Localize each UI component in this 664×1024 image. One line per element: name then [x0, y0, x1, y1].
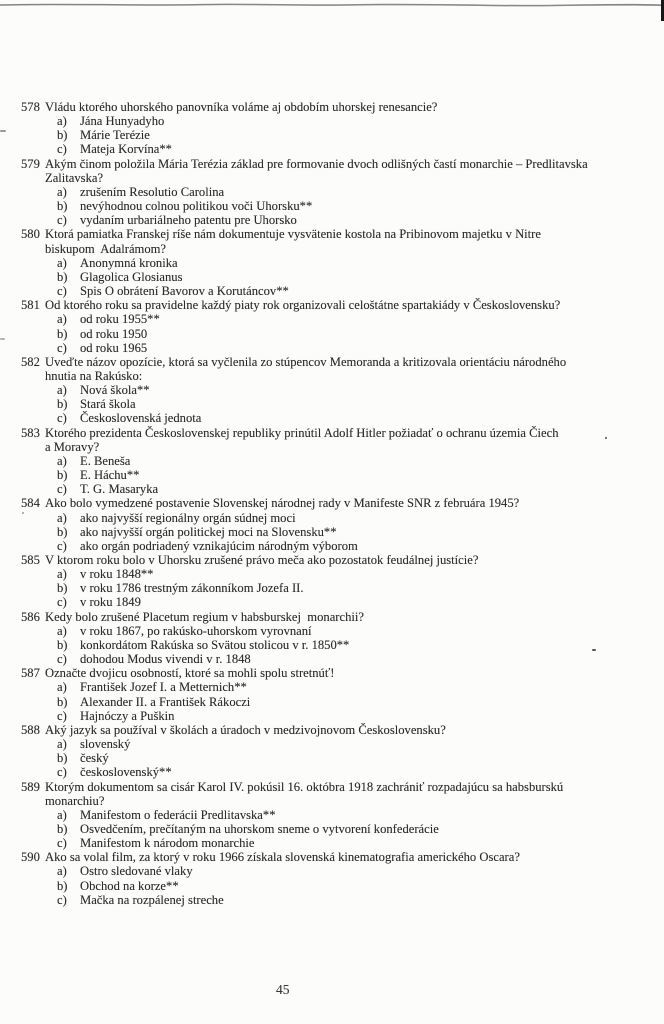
question-number: 589: [21, 779, 40, 794]
option-letter: b): [57, 397, 68, 412]
option-letter: a): [57, 312, 67, 327]
question-text: V ktorom roku bolo v Uhorsku zrušené právo meča ako pozostatok feudálnej justície?: [45, 553, 479, 567]
question-first-line: [21, 666, 656, 680]
option-letter: b): [57, 326, 68, 341]
scan-speck: [0, 338, 5, 340]
question-581: [21, 298, 656, 355]
question-number: 588: [21, 722, 40, 737]
option-letter: c): [57, 482, 67, 497]
question-588: [21, 723, 656, 780]
question-first-line: [21, 426, 656, 440]
answer-option: [21, 595, 656, 609]
question-number: 582: [21, 354, 40, 369]
question-text: Označte dvojicu osobností, ktoré sa mohli spolu stretnúť!: [45, 666, 335, 681]
question-583: [21, 426, 656, 497]
option-text: v roku 1867, po rakúsko-uhorskom vyrovnaní: [80, 623, 312, 638]
question-582: [21, 355, 656, 426]
question-text-continued: hnutia na Rakúsko:: [45, 368, 143, 383]
option-letter: b): [57, 269, 68, 284]
question-text: Ktorá pamiatka Franskej ríše nám dokumentuje vysvätenie kostola na Pribinovom majetku v Nitre: [45, 227, 541, 242]
question-text: Od ktorého roku sa pravidelne každý piaty rok organizovali celoštátne spartakiády v Československu?: [45, 298, 561, 313]
option-letter: a): [57, 114, 67, 129]
option-letter: b): [57, 637, 68, 652]
option-text: od roku 1955**: [80, 312, 160, 327]
option-letter: a): [57, 453, 67, 468]
option-text: československý**: [80, 765, 172, 780]
answer-option: [21, 652, 656, 666]
question-text-continued: biskupom Adalrámom?: [45, 241, 167, 256]
question-586: [21, 610, 656, 667]
option-text: Manifestom o federácii Predlitavska**: [80, 807, 276, 822]
question-text: Ako sa volal film, za ktorý v roku 1966 získala slovenská kinematografia amerického Oscara?: [45, 850, 520, 865]
answer-option: [21, 397, 656, 411]
question-text: Ako bolo vymedzené postavenie Slovenskej národnej rady v Manifeste SNR z februára 1945?: [45, 496, 520, 511]
option-letter: a): [57, 623, 67, 638]
question-number: 581: [21, 298, 40, 313]
question-first-line: [21, 553, 656, 567]
question-number: 587: [21, 666, 40, 681]
option-text: Nová škola**: [80, 383, 150, 398]
option-text: Obchod na korze**: [80, 878, 179, 893]
question-number: 579: [21, 156, 40, 171]
answer-option: [21, 680, 656, 694]
answer-option: [21, 751, 656, 765]
question-number: 578: [21, 100, 40, 114]
question-first-line: [21, 723, 656, 737]
answer-option: [21, 695, 656, 709]
answer-option: [21, 199, 656, 213]
option-letter: c): [57, 340, 67, 355]
option-letter: c): [57, 213, 67, 228]
page-number: 45: [276, 982, 290, 997]
option-letter: a): [57, 737, 67, 752]
option-text: v roku 1849: [80, 595, 141, 610]
option-text: Glagolica Glosianus: [80, 269, 183, 284]
option-letter: c): [57, 765, 67, 780]
option-text: Spis O obrátení Bavorov a Korutáncov**: [80, 284, 289, 299]
question-578: [21, 100, 656, 157]
answer-option: [21, 567, 656, 581]
question-587: [21, 666, 656, 723]
option-text: Anonymná kronika: [80, 255, 178, 270]
answer-option: [21, 539, 656, 553]
option-text: zrušením Resolutio Carolina: [80, 184, 225, 199]
question-first-line: [21, 850, 656, 864]
question-text: Vládu ktorého uhorského panovníka voláme aj obdobím uhorskej renesancie?: [45, 100, 438, 114]
option-text: František Jozef I. a Metternich**: [80, 680, 247, 695]
option-letter: c): [57, 836, 67, 851]
question-text: Ktorým dokumentom sa cisár Karol IV. pokúsil 16. októbra 1918 zachrániť rozpadajúcu sa habsburskú: [45, 779, 564, 794]
answer-option: [21, 213, 656, 227]
question-number: 585: [21, 553, 40, 567]
question-text: Aký jazyk sa používal v školách a úradoch v medzivojnovom Československu?: [45, 722, 446, 737]
answer-option: [21, 482, 656, 496]
option-letter: b): [57, 199, 68, 214]
answer-option: [21, 822, 656, 836]
option-letter: c): [57, 142, 67, 157]
option-letter: a): [57, 807, 67, 822]
answer-option: [21, 383, 656, 397]
option-text: nevýhodnou colnou politikou voči Uhorsku**: [80, 199, 313, 214]
option-letter: c): [57, 652, 67, 667]
option-letter: b): [57, 581, 68, 596]
option-letter: b): [57, 128, 68, 143]
option-letter: c): [57, 284, 67, 299]
question-first-line: [21, 610, 656, 624]
answer-option: [21, 128, 656, 142]
option-letter: c): [57, 595, 67, 610]
question-text-continued: monarchiu?: [45, 793, 105, 808]
question-number: 586: [21, 609, 40, 624]
question-first-line: [21, 496, 656, 510]
option-letter: b): [57, 878, 68, 893]
scan-artifact-top-edge-line: [0, 0, 664, 14]
option-letter: b): [57, 751, 68, 766]
option-letter: b): [57, 821, 68, 836]
option-letter: a): [57, 680, 67, 695]
option-letter: a): [57, 567, 67, 582]
question-first-line: [21, 780, 656, 794]
answer-option: [21, 836, 656, 850]
question-580: [21, 227, 656, 298]
option-letter: b): [57, 694, 68, 709]
answer-option: [21, 341, 656, 355]
option-letter: b): [57, 524, 68, 539]
answer-option: [21, 638, 656, 652]
option-text: Manifestom k národom monarchie: [80, 836, 255, 851]
answer-option: [21, 893, 656, 907]
option-letter: a): [57, 864, 67, 879]
question-585: [21, 553, 656, 610]
question-first-line: [21, 227, 656, 241]
question-number: 584: [21, 496, 40, 511]
question-first-line: [21, 100, 656, 114]
option-text: Jána Hunyadyho: [80, 114, 165, 129]
answer-option: [21, 525, 656, 539]
answer-option: [21, 624, 656, 638]
option-text: Stará škola: [80, 397, 136, 412]
answer-option: [21, 765, 656, 779]
option-letter: c): [57, 892, 67, 907]
question-number: 583: [21, 425, 40, 440]
option-text: E. Beneša: [80, 453, 131, 468]
option-letter: a): [57, 383, 67, 398]
option-text: Ostro sledované vlaky: [80, 864, 193, 879]
option-letter: a): [57, 510, 67, 525]
question-list: [21, 100, 656, 907]
option-letter: c): [57, 538, 67, 553]
option-text: v roku 1786 trestným zákonníkom Jozefa II.: [80, 581, 304, 596]
answer-option: [21, 142, 656, 156]
answer-option: [21, 737, 656, 751]
option-text: E. Háchu**: [80, 468, 140, 483]
option-text: Hajnóczy a Puškin: [80, 708, 175, 723]
option-text: ako najvyšší regionálny orgán súdnej moci: [80, 510, 296, 525]
option-text: v roku 1848**: [80, 567, 154, 582]
answer-option: [21, 270, 656, 284]
option-text: Mateja Korvína**: [80, 142, 172, 157]
answer-option: [21, 879, 656, 893]
answer-option: [21, 468, 656, 482]
option-text: Československá jednota: [80, 411, 202, 426]
answer-option: [21, 864, 656, 878]
question-589: [21, 780, 656, 851]
question-first-line: [21, 298, 656, 312]
option-text: od roku 1950: [80, 326, 148, 341]
answer-option: [21, 808, 656, 822]
option-letter: a): [57, 255, 67, 270]
question-number: 580: [21, 227, 40, 242]
question-text: Kedy bolo zrušené Placetum regium v habsburskej monarchii?: [45, 609, 364, 624]
question-text: Ktorého prezidenta Československej republiky prinútil Adolf Hitler požiadať o ochranu územia Čiech: [45, 425, 559, 440]
question-first-line: [21, 157, 656, 171]
question-579: [21, 157, 656, 228]
question-text: Akým činom položila Mária Terézia základ pre formovanie dvoch odlišných častí monarchie – Predlitavska: [45, 156, 588, 171]
answer-option: [21, 284, 656, 298]
option-text: ako najvyšší orgán politickej moci na Slovensku**: [80, 524, 337, 539]
answer-option: [21, 709, 656, 723]
answer-option: [21, 581, 656, 595]
option-text: slovenský: [80, 737, 131, 752]
scan-speck: [0, 130, 6, 132]
option-letter: c): [57, 411, 67, 426]
option-text: Mačka na rozpálenej streche: [80, 892, 224, 907]
option-text: T. G. Masaryka: [80, 482, 159, 497]
option-text: český: [80, 751, 109, 766]
option-text: dohodou Modus vivendi v r. 1848: [80, 652, 251, 667]
option-text: ako orgán podriadený vznikajúcim národným výborom: [80, 538, 358, 553]
answer-option: [21, 327, 656, 341]
answer-option: [21, 185, 656, 199]
question-text: Uveďte názov opozície, ktorá sa vyčlenila zo stúpencov Memoranda a kritizovala orientáciu národného: [45, 354, 567, 369]
question-584: [21, 496, 656, 553]
option-text: Osvedčením, prečítaným na uhorskom sneme o vytvorení konfederácie: [80, 821, 439, 836]
question-number: 590: [21, 850, 40, 865]
question-text-continued: Zalitavska?: [45, 170, 104, 185]
answer-option: [21, 454, 656, 468]
option-letter: a): [57, 184, 67, 199]
option-text: Alexander II. a František Rákoczi: [80, 694, 251, 709]
option-text: konkordátom Rakúska so Svätou stolicou v r. 1850**: [80, 637, 350, 652]
option-letter: b): [57, 468, 68, 483]
answer-option: [21, 511, 656, 525]
question-first-line: [21, 355, 656, 369]
answer-option: [21, 312, 656, 326]
answer-option: [21, 114, 656, 128]
answer-option: [21, 256, 656, 270]
question-text-continued: a Moravy?: [45, 439, 100, 454]
option-text: vydaním urbariálneho patentu pre Uhorsko: [80, 213, 297, 228]
option-letter: c): [57, 708, 67, 723]
question-590: [21, 850, 656, 907]
answer-option: [21, 411, 656, 425]
option-text: od roku 1965: [80, 340, 148, 355]
option-text: Márie Terézie: [80, 128, 150, 143]
